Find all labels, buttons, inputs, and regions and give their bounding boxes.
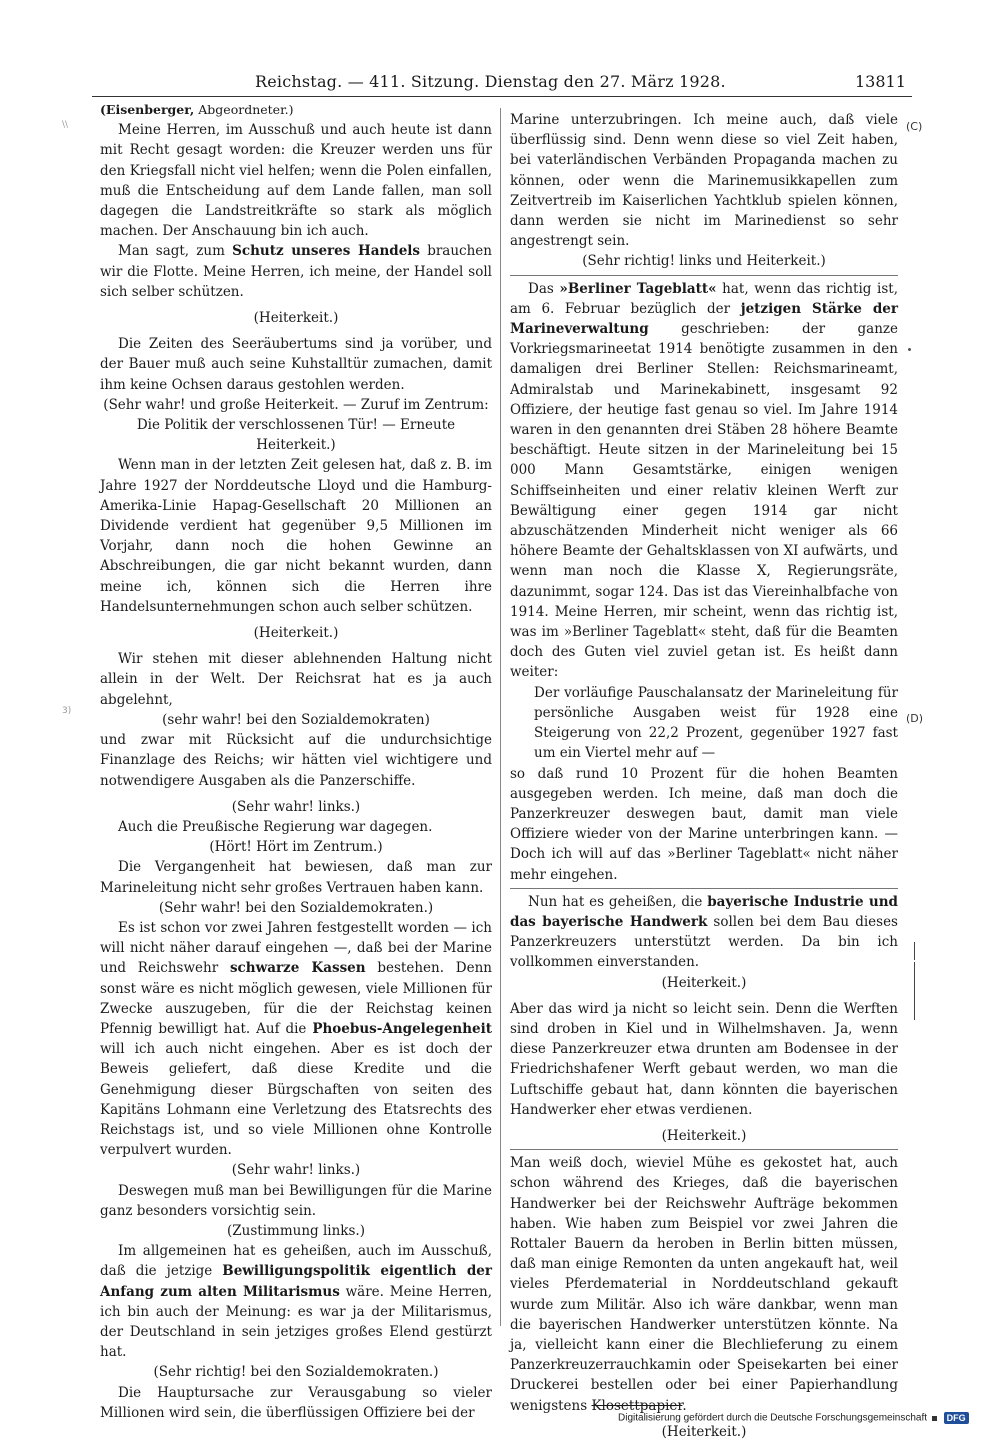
interjection: (Sehr wahr! links.) bbox=[231, 798, 361, 815]
paragraph: Wir stehen mit dieser ablehnenden Haltung nicht allein in der Welt. Der Reichsrat hat es ja auch abgelehnt, bbox=[100, 651, 492, 708]
emphasis: jetzigen Stärke der Marineverwaltung bbox=[510, 300, 898, 338]
paragraph: Wenn man in der letzten Zeit gelesen hat, daß z. B. im Jahre 1927 der Norddeutsche Lloyd und die Hamburg-Amerika-Linie Hapag-Gesellschaft 20 Millionen an Dividende verdient hat gegenüber 9,5 Millionen im Vorjahr, dann noch die hohen Gewinne an Abschreibungen, die gar nicht bekannt wurden, dann meine ich, können sich die Herren ihre Handelsunternehmungen schon auch selber schützen. bbox=[100, 457, 492, 615]
column-divider bbox=[500, 108, 501, 1326]
interjection: (sehr wahr! bei den Sozialdemokraten) bbox=[162, 711, 430, 728]
paragraph: Aber das wird ja nicht so leicht sein. Denn die Werften sind droben in Kiel und in Wilhelmshaven. Ja, wenn diese Panzerkreuzer etwa drunten am Bodensee in der Friedrichshafener Werft gebaut werden, wo man die Luftschiffe gebaut hat, dann könnten die bayerischen Handwerker eher etwas verdienen. bbox=[510, 1000, 898, 1118]
footer-credit bbox=[618, 1412, 969, 1424]
emphasis: »Berliner Tageblatt« bbox=[559, 280, 717, 297]
interjection: (Sehr wahr! links.) bbox=[231, 1162, 361, 1179]
interjection: (Heiterkeit.) bbox=[253, 625, 339, 642]
paragraph: Im allgemeinen hat es geheißen, auch im Ausschuß, daß die jetzige Bewilligungspolitik eigentlich der Anfang zum alten Militarismus wäre. Meine Herren, ich bin auch der Meinung: es war ja der Militarismus, der Deutschland in sein jetziges großes Elend gestürzt hat. bbox=[100, 1243, 492, 1361]
paragraph: Das »Berliner Tageblatt« hat, wenn das richtig ist, am 6. Februar bezüglich der jetzigen Stärke der Marineverwaltung geschrieben: der ganze Vorkriegsmarineetat 1914 benötigte zusammen in den damaligen drei Berliner Stellen: Reichsmarineamt, Admiralstab und Marinekabinett, insgesamt 92 Offiziere, der heutige fast genau so viel. Im Jahre 1914 waren in den genannten drei Stäben 28 höhere Beamte beschäftigt. Heute sitzen in der Marineleitung bei 15 000 Mann Gesamtstärke, einigen wenigen Schiffseinheiten und einer relativ kleinen Werft zur Bewältigung einer gegen 1914 gar nicht abzuschätzenden Minderheit nicht weniger als 66 höhere Beamte der Gehaltsklassen von XI aufwärts, und wenn man noch die Klasse X, Regierungsräte, dazunimmt, sogar 124. Das ist das Viereinhalbfache von 1914. Meine Herren, mir scheint, wenn das richtig ist, was im »Berliner Tageblatt« steht, daß für die Beamten doch des Guten viel zuviel getan ist. Es heißt dann weiter: bbox=[510, 280, 899, 681]
paragraph: Die Hauptursache zur Verausgabung so vieler Millionen wird sein, die überflüssigen Offiziere bei der bbox=[100, 1384, 492, 1421]
emphasis: Bewilligungspolitik eigentlich der Anfang zum alten Militarismus bbox=[100, 1263, 492, 1300]
section-rule bbox=[510, 888, 898, 889]
section-marker-c: (C) bbox=[906, 120, 923, 133]
margin-pencil-line bbox=[914, 962, 915, 1020]
interjection: (Heiterkeit.) bbox=[661, 974, 747, 991]
paragraph: Auch die Preußische Regierung war dagegen. bbox=[118, 818, 433, 835]
paragraph: Die Zeiten des Seeräubertums sind ja vorüber, und der Bauer muß auch seine Kuhstalltür zumachen, damit ihm keine Ochsen daraus gestohlen werden. bbox=[100, 336, 492, 393]
dfg-logo: DFG bbox=[944, 1412, 969, 1424]
margin-dot bbox=[908, 348, 911, 351]
interjection: (Heiterkeit.) bbox=[661, 1423, 747, 1440]
interjection: (Sehr wahr! bei den Sozialdemokraten.) bbox=[158, 899, 434, 916]
header-rule bbox=[92, 96, 912, 97]
emphasis: Schutz unseres Handels bbox=[232, 243, 421, 260]
paragraph: Die Vergangenheit hat bewiesen, daß man zur Marineleitung nicht sehr großes Vertrauen haben kann. bbox=[100, 859, 492, 896]
margin-pencil-line bbox=[914, 942, 915, 960]
block-quote: Der vorläufige Pauschalansatz der Marineleitung für persönliche Ausgaben weist für 1928 eine Steigerung von 22,2 Prozent, gegenüber 1927 fast um ein Viertel mehr auf — bbox=[534, 684, 898, 762]
page-number: 13811 bbox=[855, 72, 906, 91]
emphasis: bayerische Industrie und das bayerische Handwerk bbox=[510, 893, 899, 930]
interjection: (Sehr wahr! und große Heiterkeit. — Zuruf im Zentrum: Die Politik der verschlossenen Tür! — Erneute Heiterkeit.) bbox=[103, 396, 489, 454]
footer-text: Digitalisierung gefördert durch die Deutsche Forschungsgemeinschaft bbox=[618, 1412, 928, 1424]
interjection: (Sehr richtig! bei den Sozialdemokraten.) bbox=[153, 1364, 439, 1381]
interjection: (Heiterkeit.) bbox=[661, 1127, 747, 1144]
section-rule bbox=[510, 1149, 898, 1150]
interjection: (Hört! Hört im Zentrum.) bbox=[209, 839, 383, 856]
speaker-role: Abgeordneter.) bbox=[198, 102, 294, 117]
interjection: (Sehr richtig! links und Heiterkeit.) bbox=[582, 253, 826, 270]
paragraph: so daß rund 10 Prozent für die hohen Beamten ausgegeben werden. Ich meine, daß man doch die Panzerkreuzer deswegen baut, damit man viele Offiziere wieder von der Marine unterbringen kann. — Doch ich will auf das »Berliner Tageblatt« nicht näher mehr eingehen. bbox=[510, 765, 898, 883]
emphasis: Phoebus-Angelegenheit bbox=[312, 1020, 492, 1037]
bullet-icon bbox=[932, 1416, 937, 1421]
paragraph: Man weiß doch, wieviel Mühe es gekostet hat, auch schon während des Krieges, daß die bayerischen Handwerker bei der Reichswehr Aufträge bekommen haben. Wie haben zum Beispiel vor zwei Jahren die Rottaler Bauern da heroben in Berlin bitten müssen, daß man einige Remonten da unten angekauft hat, weil vieles Pferdematerial in Norddeutschland gekauft wurde zum Militär. Also ich wäre dankbar, wenn man die bayerischen Handwerker unterstützen könnte. Na ja, vielleicht kann einer die Blechlieferung zu einem Panzerkreuzerrauchkamin oder Speisekarten bei einer Druckerei bestellen oder bei einer Papierhandlung wenigstens Klosettpapier. bbox=[510, 1155, 898, 1414]
paragraph: Marine unterzubringen. Ich meine auch, daß viele überflüssig sind. Denn wenn diese so viel Zeit haben, bei vaterländischen Verbänden Propaganda machen zu können, oder wenn die Marinemusikkapellen zum Zeitvertreib im Kaiserlichen Yachtklub spielen können, dann werden sie nicht im Marinedienst so sehr angestrengt sein. bbox=[510, 112, 898, 250]
paragraph: und zwar mit Rücksicht auf die undurchsichtige Finanzlage des Reichs; wir hätten viel wichtigere und notwendigere Ausgaben als die Panzerschiffe. bbox=[100, 732, 492, 789]
section-marker-d: (D) bbox=[906, 712, 924, 725]
running-head: Reichstag. — 411. Sitzung. Dienstag den 27. März 1928. bbox=[255, 72, 726, 91]
section-rule bbox=[510, 275, 898, 276]
struck-word: Klosettpapier bbox=[591, 1397, 683, 1414]
margin-mark-left-top: \\ bbox=[62, 120, 69, 130]
right-column bbox=[510, 100, 898, 1442]
paragraph: Meine Herren, im Ausschuß und auch heute ist dann mit Recht gesagt worden: die Kreuzer werden uns für den Kriegsfall nicht viel helfen; wenn die Polen einfallen, muß die Entscheidung auf dem Lande fallen, man soll dagegen die Landstreitkräfte so stark als möglich machen. Der Anschauung bin ich auch. bbox=[100, 122, 492, 240]
paragraph: Man sagt, zum Schutz unseres Handels brauchen wir die Flotte. Meine Herren, ich meine, der Handel soll sich selber schützen. bbox=[100, 243, 492, 300]
paragraph: Nun hat es geheißen, die bayerische Industrie und das bayerische Handwerk sollen bei dem Bau dieses Panzerkreuzers unterstützt werden. Da bin ich vollkommen einverstanden. bbox=[510, 893, 899, 971]
emphasis: schwarze Kassen bbox=[229, 960, 366, 977]
left-column bbox=[100, 100, 492, 1423]
paragraph: Deswegen muß man bei Bewilligungen für die Marine ganz besonders vorsichtig sein. bbox=[100, 1182, 492, 1219]
speaker-name: (Eisenberger, bbox=[100, 102, 195, 117]
margin-mark-left-middle: 3) bbox=[62, 706, 72, 716]
speaker-line bbox=[100, 100, 492, 120]
interjection: (Zustimmung links.) bbox=[227, 1222, 365, 1239]
paragraph: Es ist schon vor zwei Jahren festgestellt worden — ich will nicht näher darauf eingehen —, daß bei der Marine und Reichswehr schwarze Kassen bestehen. Denn sonst wäre es nicht möglich gewesen, viele Millionen für Zwecke auszugeben, für die der Reichstag keinen Pfennig bewilligt hat. Auf die Phoebus-Angelegenheit will ich auch nicht eingehen. Aber es ist doch der Beweis geliefert, daß diese Kredite und die Genehmigung dieser Bürgschaften von seiten des Kapitäns Lohmann eine Verletzung des Etatsrechts des Reichstags ist, und so viele Millionen ohne Kontrolle verpulvert wurden. bbox=[100, 919, 492, 1159]
interjection: (Heiterkeit.) bbox=[253, 310, 339, 327]
